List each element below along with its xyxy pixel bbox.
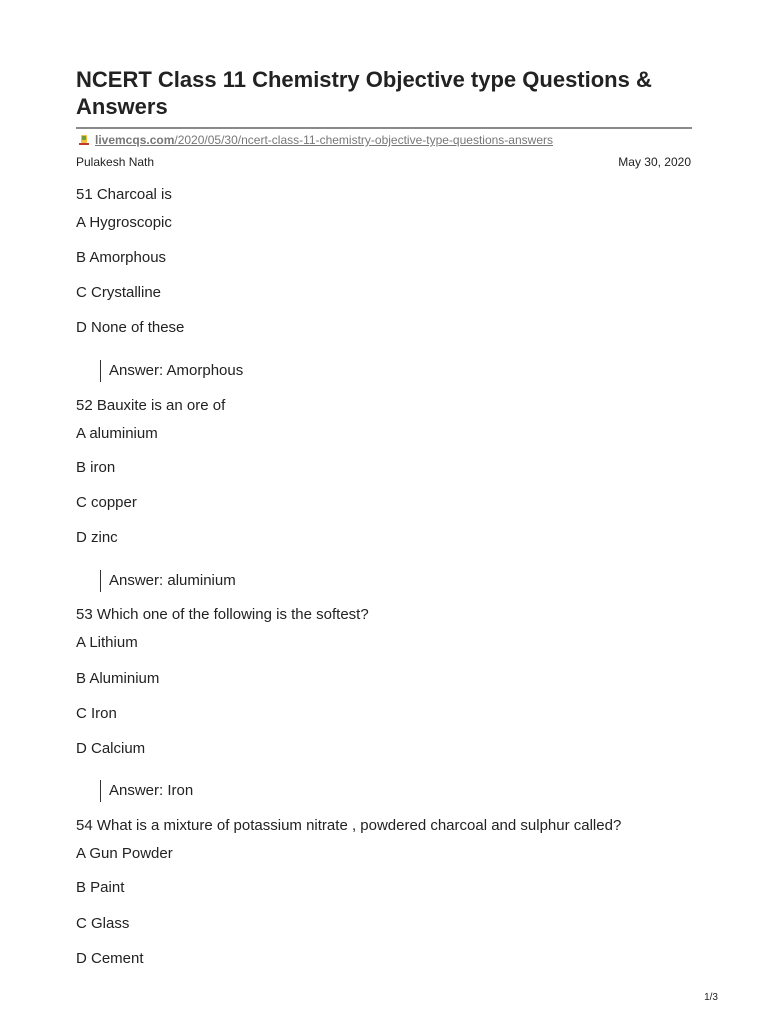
option-54-a: A Gun Powder [76, 845, 173, 862]
source-domain[interactable]: livemcqs.com [95, 133, 175, 147]
author-name: Pulakesh Nath [76, 155, 155, 169]
question-53: 53 Which one of the following is the softest? [76, 606, 369, 623]
answer-52: Answer: aluminium [100, 570, 236, 592]
page-number: 1/3 [704, 992, 718, 1003]
question-51: 51 Charcoal is [76, 186, 172, 203]
option-54-d: D Cement [76, 950, 144, 967]
publish-date: May 30, 2020 [618, 155, 691, 169]
question-52: 52 Bauxite is an ore of [76, 397, 226, 414]
page-title: NCERT Class 11 Chemistry Objective type Questions & Answers [76, 67, 652, 119]
option-52-d: D zinc [76, 529, 118, 546]
option-53-d: D Calcium [76, 740, 146, 757]
option-53-a: A Lithium [76, 634, 138, 651]
answer-53: Answer: Iron [100, 780, 193, 802]
option-52-a: A aluminium [76, 425, 158, 442]
title-rule [76, 127, 692, 129]
option-54-c: C Glass [76, 915, 130, 932]
question-54: 54 What is a mixture of potassium nitrate , powdered charcoal and sulphur called? [76, 817, 622, 834]
option-53-c: C Iron [76, 705, 117, 722]
option-52-c: C copper [76, 494, 137, 511]
option-52-b: B iron [76, 459, 116, 476]
option-51-c: C Crystalline [76, 284, 162, 301]
source-path[interactable]: /2020/05/30/ncert-class-11-chemistry-objective-type-questions-answers [174, 133, 553, 147]
option-54-b: B Paint [76, 879, 125, 896]
option-51-b: B Amorphous [76, 249, 167, 266]
answer-51: Answer: Amorphous [100, 360, 243, 382]
source-link[interactable] [78, 132, 553, 148]
option-53-b: B Aluminium [76, 670, 160, 687]
option-51-a: A Hygroscopic [76, 214, 172, 231]
site-favicon-icon [78, 134, 90, 146]
option-51-d: D None of these [76, 319, 185, 336]
